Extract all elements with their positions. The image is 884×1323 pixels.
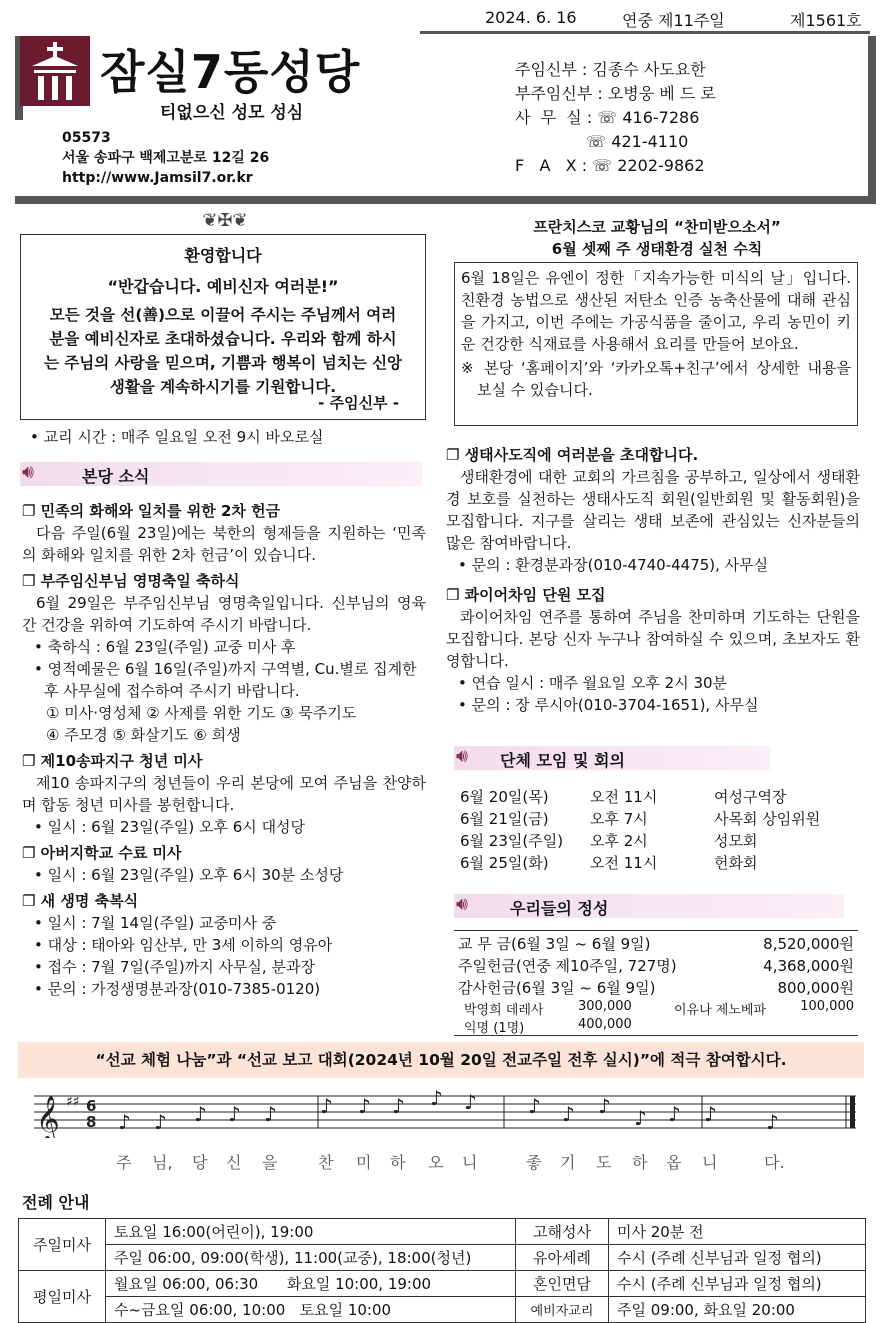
liturgy-title: 전례 안내	[22, 1193, 90, 1212]
news-item-title: ❐ 생태사도직에 여러분을 초대합니다.	[446, 446, 699, 464]
donor-name: 이유나 제노베파	[674, 1003, 767, 1018]
street-address: 서울 송파구 백제고분로 12길 26	[62, 150, 270, 166]
meetings-title: 단체 모임 및 회의	[500, 751, 625, 770]
lyric-syllable: 찬	[318, 1153, 334, 1172]
church-logo	[20, 36, 90, 106]
music-note: ♪	[766, 1110, 779, 1134]
music-note: ♪	[118, 1110, 131, 1134]
music-note: ♪	[228, 1102, 241, 1126]
issue-header	[0, 0, 884, 34]
parish-news-list	[22, 500, 426, 1000]
issue-date: 2024. 6. 16	[485, 8, 577, 27]
music-note: ♪	[634, 1106, 647, 1130]
offering-label: 감사헌금(6월 3일 ~ 6월 9일)	[458, 979, 656, 997]
lyric-syllable: 미	[356, 1153, 372, 1172]
music-note: ♪	[358, 1094, 371, 1118]
pope-note: ※ 본당 ‘홈페이지’와 ‘카카오톡+친구’에서 상세한 내용을 보실 수 있습니다.	[461, 359, 851, 399]
parish-news-title: 본당 소식	[82, 467, 150, 486]
lyric-syllable: 당	[192, 1153, 208, 1172]
music-note: ♪	[194, 1102, 207, 1126]
news-item-bullet: • 대상 : 태아와 임산부, 만 3세 이하의 영유아	[34, 936, 333, 954]
music-note: ♪	[704, 1102, 717, 1126]
lyric-syllable: 니	[702, 1153, 718, 1172]
meeting-date: 6월 23일(주일)	[460, 832, 564, 850]
meeting-time: 오전 11시	[590, 854, 658, 872]
fax-line: F A X : ☏ 2202-9862	[515, 156, 705, 175]
issue-number: 제1561호	[790, 11, 862, 30]
news-item-text: 6월 29일은 부주임신부님 영명축일입니다. 신부님의 영육간 건강을 위하여 기도하여 주시기 바랍니다.	[22, 594, 426, 634]
news-item-bullet: • 영적예물은 6월 16일(주일)까지 구역별, Cu.별로 집계한 후 사무실에 접수하여 주시기 바랍니다.	[34, 660, 417, 700]
news-item-bullet: • 일시 : 7월 14일(주일) 교중미사 중	[34, 914, 277, 932]
church-patron: 티없으신 성모 성심	[160, 103, 304, 123]
meeting-date: 6월 21일(금)	[460, 810, 549, 828]
liturgical-week: 연중 제11주일	[622, 11, 725, 30]
liturgy-times: 월요일 06:00, 06:30 화요일 10:00, 19:00	[106, 1271, 516, 1297]
liturgy-row	[19, 1219, 866, 1245]
news-item-bullet: • 문의 : 가정생명분과장(010-7385-0120)	[34, 980, 321, 998]
lyric-syllable: 니	[462, 1153, 478, 1172]
contact-info	[515, 58, 716, 178]
lyric-syllable: 하	[632, 1153, 648, 1172]
offering-amount: 8,520,000원	[763, 935, 854, 953]
news-item-peace-collection	[22, 500, 426, 566]
parish-news-header	[20, 462, 422, 486]
sacrament-label: 예비자교리	[516, 1297, 609, 1323]
lyric-syllable: 옵	[666, 1153, 682, 1172]
music-note: ♪	[668, 1102, 681, 1126]
offering-row	[454, 933, 858, 955]
news-item-title: ❐ 제10송파지구 청년 미사	[22, 752, 203, 770]
meeting-row	[460, 786, 860, 808]
lyric-syllable: 님,	[152, 1153, 173, 1172]
donor-amount: 400,000	[578, 1017, 632, 1032]
sacrament-label: 혼인면담	[516, 1271, 609, 1297]
meeting-row	[460, 852, 860, 874]
sacrament-info: 미사 20분 전	[609, 1219, 866, 1245]
lyric-syllable: 기	[560, 1153, 576, 1172]
offering-amount: 800,000원	[777, 979, 854, 997]
welcome-quote: “반갑습니다. 예비신자 여러분!”	[107, 277, 339, 296]
lyric-syllable: 좋	[526, 1153, 542, 1172]
news-item-bullet: • 문의 : 장 루시아(010-3704-1651), 사무실	[458, 696, 759, 714]
lyric-syllable: 하	[390, 1153, 406, 1172]
svg-text:8: 8	[86, 1113, 97, 1131]
news-item-text: 다음 주일(6월 23일)에는 북한의 형제들을 지원하는 ‘민족의 화해와 일치를 위한 2차 헌금’이 있습니다.	[22, 524, 426, 564]
news-item-text: 제10 송파지구의 청년들이 우리 본당에 모여 주님을 찬양하며 합동 청년 미사를 봉헌합니다.	[22, 774, 426, 814]
meetings-table	[460, 786, 860, 874]
meeting-group: 사목회 상임위원	[714, 810, 821, 828]
donor-row	[454, 1017, 858, 1035]
offering-amount: 4,368,000원	[763, 957, 854, 975]
speaker-icon: 🔊︎	[22, 461, 34, 483]
laurel-icon: ❦✠❦	[202, 210, 248, 231]
donor-row	[454, 999, 858, 1017]
meeting-time: 오후 7시	[590, 810, 648, 828]
church-name: 잠실7동성당	[100, 45, 361, 99]
pope-box	[454, 262, 858, 426]
news-item-bullet: • 연습 일시 : 매주 월요일 오후 2시 30분	[458, 674, 728, 692]
news-item-title: ❐ 부주임신부님 영명축일 축하식	[22, 572, 240, 590]
svg-text:♯♯: ♯♯	[66, 1094, 80, 1110]
pope-body: 6월 18일은 유엔이 정한「지속가능한 미식의 날」입니다. 친환경 농법으로 생산된 저탄소 인증 농축산물에 대해 관심을 가지고, 이번 주에는 가공식품을 줄이고, 우리 농민이 키운 건강한 식재료를 사용해서 요리를 만들어 보아요.	[461, 269, 851, 353]
sacrament-info: 주일 09:00, 화요일 20:00	[609, 1297, 866, 1323]
news-item-bullet: • 일시 : 6월 23일(주일) 오후 6시 대성당	[34, 818, 306, 836]
music-note: ♪	[430, 1086, 443, 1110]
liturgy-times: 주일 06:00, 09:00(학생), 11:00(교중), 18:00(청년)	[106, 1245, 516, 1271]
welcome-title: 환영합니다	[184, 246, 262, 265]
pope-title-line2: 6월 셋째 주 생태환경 실천 수칙	[551, 240, 763, 258]
sacrament-info: 수시 (주례 신부님과 일정 협의)	[609, 1245, 866, 1271]
meeting-time: 오전 11시	[590, 788, 658, 806]
welcome-box	[20, 234, 426, 420]
liturgy-times: 수~금요일 06:00, 10:00 토요일 10:00	[106, 1297, 516, 1323]
news-item-text: 콰이어차임 연주를 통하여 주님을 찬미하며 기도하는 단원을 모집합니다. 본당 신자 누구나 참여하실 수 있으며, 초보자도 환영합니다.	[446, 608, 860, 670]
music-note: ♪	[562, 1102, 575, 1126]
liturgy-category: 평일미사	[19, 1271, 106, 1323]
meetings-header	[454, 746, 770, 770]
pope-title-line1: 프란치스코 교황님의 “찬미받으소서”	[533, 218, 781, 236]
welcome-sign: - 주임신부 -	[318, 394, 399, 412]
news-item-bullet: • 일시 : 6월 23일(주일) 오후 6시 30분 소성당	[34, 866, 344, 884]
church-address	[62, 128, 269, 188]
donor-name: 박영희 데레사	[464, 1003, 544, 1018]
news-item-prayer-list: ④ 주모경 ⑤ 화살기도 ⑥ 희생	[46, 726, 241, 744]
news-item-title: ❐ 콰이어차임 단원 모집	[446, 586, 606, 604]
donor-name: 익명 (1명)	[464, 1021, 525, 1036]
music-notes	[18, 1086, 860, 1138]
liturgy-table	[18, 1218, 866, 1323]
website-link[interactable]: http://www.Jamsil7.or.kr	[62, 170, 253, 186]
offering-label: 주일헌금(연중 제10주일, 727명)	[458, 957, 677, 975]
liturgy-row	[19, 1245, 866, 1271]
liturgy-row	[19, 1271, 866, 1297]
music-note: ♪	[528, 1094, 541, 1118]
music-note: ♪	[154, 1110, 167, 1134]
lyric-syllable: 신	[226, 1153, 242, 1172]
meeting-group: 여성구역장	[714, 788, 787, 806]
music-note: ♪	[320, 1094, 333, 1118]
music-note: ♪	[264, 1102, 277, 1126]
welcome-body: 모든 것을 선(善)으로 이끌어 주시는 주님께서 여러분을 예비신자로 초대하셨습니다. 우리와 함께 하시는 주님의 사랑을 믿으며, 기쁨과 행복이 넘치는 신앙생활을 계속하시기를 기원합니다.	[43, 306, 403, 396]
offerings-header	[454, 894, 844, 918]
right-news-list	[446, 444, 860, 716]
office-phone-line: 사 무 실 : ☏ 416-7286	[515, 108, 700, 127]
sacrament-info: 수시 (주례 신부님과 일정 협의)	[609, 1271, 866, 1297]
pastor-line: 주임신부 : 김종수 사도요한	[515, 60, 706, 79]
donor-amount: 100,000	[800, 999, 854, 1014]
meeting-row	[460, 808, 860, 830]
news-item-father-school	[22, 842, 426, 886]
news-item-text: 생태환경에 대한 교회의 가르침을 공부하고, 일상에서 생태환경 보호를 실천하는 생태사도직 회원(일반회원 및 활동회원)을 모집합니다. 지구를 살리는 생태 보존에 관심있는 신자분들의 많은 참여바랍니다.	[446, 468, 860, 552]
svg-text:𝄞: 𝄞	[36, 1096, 60, 1138]
news-item-new-life	[22, 890, 426, 1000]
mission-banner: “선교 체험 나눔”과 “선교 보고 대회(2024년 10월 20일 전교주일 전후 실시)”에 적극 참여합시다.	[18, 1042, 864, 1078]
news-item-title: ❐ 새 생명 축복식	[22, 892, 139, 910]
lyric-syllable: 오	[428, 1153, 444, 1172]
speaker-icon: 🔊︎	[456, 745, 468, 767]
sacrament-label: 고해성사	[516, 1219, 609, 1245]
zip-code: 05573	[62, 130, 111, 146]
meeting-date: 6월 20일(목)	[460, 788, 549, 806]
office-phone-line-2: ☏ 421-4110	[515, 132, 689, 151]
liturgy-category: 주일미사	[19, 1219, 106, 1271]
news-item-title: ❐ 아버지학교 수료 미사	[22, 844, 182, 862]
offerings-title: 우리들의 정성	[510, 899, 609, 918]
news-item-feast-day	[22, 570, 426, 746]
lyric-syllable: 다.	[764, 1153, 785, 1172]
svg-text:6: 6	[86, 1097, 97, 1115]
news-item-title: ❐ 민족의 화해와 일치를 위한 2차 헌금	[22, 502, 281, 520]
associate-pastor-line: 부주임신부 : 오병웅 베 드 로	[515, 84, 716, 103]
liturgy-row	[19, 1297, 866, 1323]
header-rule	[420, 31, 870, 34]
offering-label: 교 무 금(6월 3일 ~ 6월 9일)	[458, 935, 651, 953]
meeting-group: 성모회	[714, 832, 758, 850]
meeting-row	[460, 830, 860, 852]
speaker-icon: 🔊︎	[456, 893, 468, 915]
lyric-syllable: 도	[596, 1153, 612, 1172]
music-note: ♪	[598, 1094, 611, 1118]
pope-title	[454, 216, 860, 260]
donor-amount: 300,000	[578, 999, 632, 1014]
music-lyrics	[18, 1150, 860, 1172]
catechism-time: • 교리 시간 : 매주 일요일 오전 9시 바오로실	[30, 428, 324, 446]
news-item-choirchime	[446, 584, 860, 716]
lyric-syllable: 을	[262, 1153, 278, 1172]
music-note: ♪	[464, 1090, 477, 1114]
meeting-group: 헌화회	[714, 854, 758, 872]
music-note: ♪	[392, 1094, 405, 1118]
news-item-bullet: • 접수 : 7월 7일(주일)까지 사무실, 분과장	[34, 958, 315, 976]
meeting-time: 오후 2시	[590, 832, 648, 850]
news-item-bullet: • 문의 : 환경분과장(010-4740-4475), 사무실	[458, 556, 769, 574]
liturgy-times: 토요일 16:00(어린이), 19:00	[106, 1219, 516, 1245]
news-item-ecology	[446, 444, 860, 576]
offerings-table	[454, 930, 858, 1036]
news-item-bullet: • 축하식 : 6월 23일(주일) 교중 미사 후	[34, 638, 296, 656]
news-item-prayer-list: ① 미사·영성체 ② 사제를 위한 기도 ③ 묵주기도	[46, 704, 357, 722]
lyric-syllable: 주	[116, 1153, 132, 1172]
sacrament-label: 유아세례	[516, 1245, 609, 1271]
offering-row	[454, 955, 858, 977]
offering-row	[454, 977, 858, 999]
meeting-date: 6월 25일(화)	[460, 854, 549, 872]
news-item-youth-mass	[22, 750, 426, 838]
